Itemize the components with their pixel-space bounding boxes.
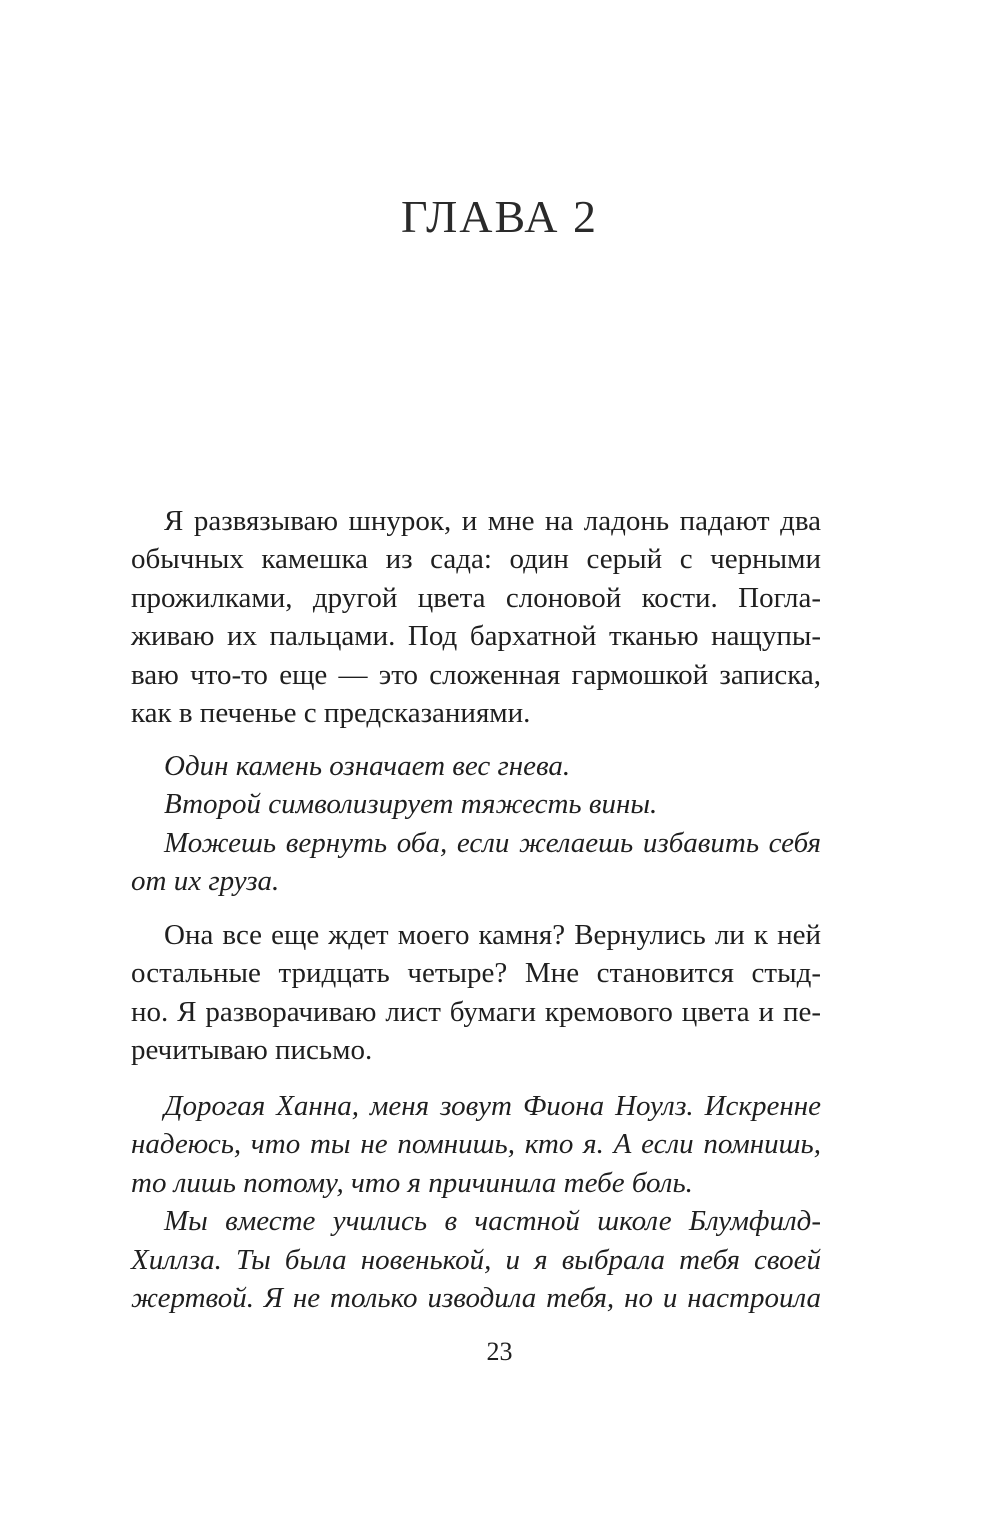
text-line: Я развязываю шнурок, и мне на ладонь падают два xyxy=(164,505,821,537)
text-line: прожилками, другой цвета слоновой кости. Погла- xyxy=(131,581,821,614)
text-line: Один камень означает вес гнева. xyxy=(164,750,571,782)
text-line: живаю их пальцами. Под бархатной тканью нащупы- xyxy=(131,620,821,653)
text-line: Хиллза. Ты была новенькой, и я выбрала тебя своей xyxy=(131,1243,821,1276)
text-line: Мы вместе учились в частной школе Блумфилд- xyxy=(164,1205,821,1238)
paragraph-2 xyxy=(131,916,821,1070)
text-line: Второй символизирует тяжесть вины. xyxy=(164,788,658,821)
letter-quote xyxy=(131,1087,821,1317)
text-line: но. Я разворачиваю лист бумаги кремового цвета и пе- xyxy=(131,995,821,1028)
text-line: то лишь потому, что я причинила тебе боль. xyxy=(131,1166,693,1199)
note-quote xyxy=(131,747,821,901)
text-line: ваю что-то еще — это сложенная гармошкой записка, xyxy=(131,658,821,691)
chapter-title: ГЛАВА 2 xyxy=(400,191,599,242)
text-line: Она все еще ждет моего камня? Вернулись ли к ней xyxy=(164,919,821,951)
text-line: надеюсь, что ты не помнишь, кто я. А если помнишь, xyxy=(131,1128,821,1161)
text-line: жертвой. Я не только изводила тебя, но и настроила xyxy=(131,1282,821,1315)
text-line: Дорогая Ханна, меня зовут Фиона Ноулз. Искренне xyxy=(164,1090,821,1122)
text-line: обычных камешка из сада: один серый с черными xyxy=(131,543,821,576)
text-line: как в печенье с предсказаниями. xyxy=(131,697,531,730)
page-number: 23 xyxy=(486,1337,513,1366)
text-line: от их груза. xyxy=(131,865,280,898)
text-line: речитываю письмо. xyxy=(131,1034,373,1067)
text-line: Можешь вернуть оба, если желаешь избавить себя xyxy=(164,826,821,859)
text-line: остальные тридцать четыре? Мне становится стыд- xyxy=(131,957,821,990)
paragraph-1 xyxy=(131,502,821,732)
